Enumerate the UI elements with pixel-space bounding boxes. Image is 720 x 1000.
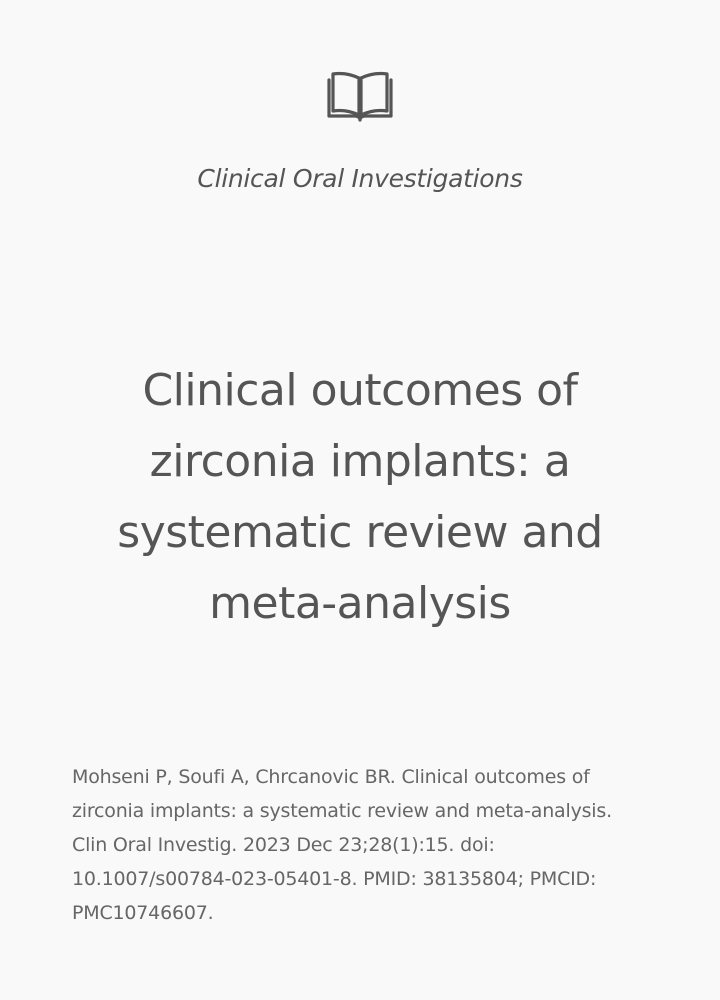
citation-text: Mohseni P, Soufi A, Chrcanovic BR. Clinical outcomes of zirconia implants: a systematic review and meta-analysis. Clin Oral Investig. 2023 Dec 23;28(1):15. doi: 10.1007/s00784-023-05401-8. PMID: 38135804; PMCID: PMC10746607. [72, 766, 612, 924]
open-book-icon [326, 70, 394, 122]
article-title: Clinical outcomes of zirconia implants: a systematic review and meta-analysis [117, 365, 603, 629]
journal-name: Clinical Oral Investigations [197, 164, 523, 193]
